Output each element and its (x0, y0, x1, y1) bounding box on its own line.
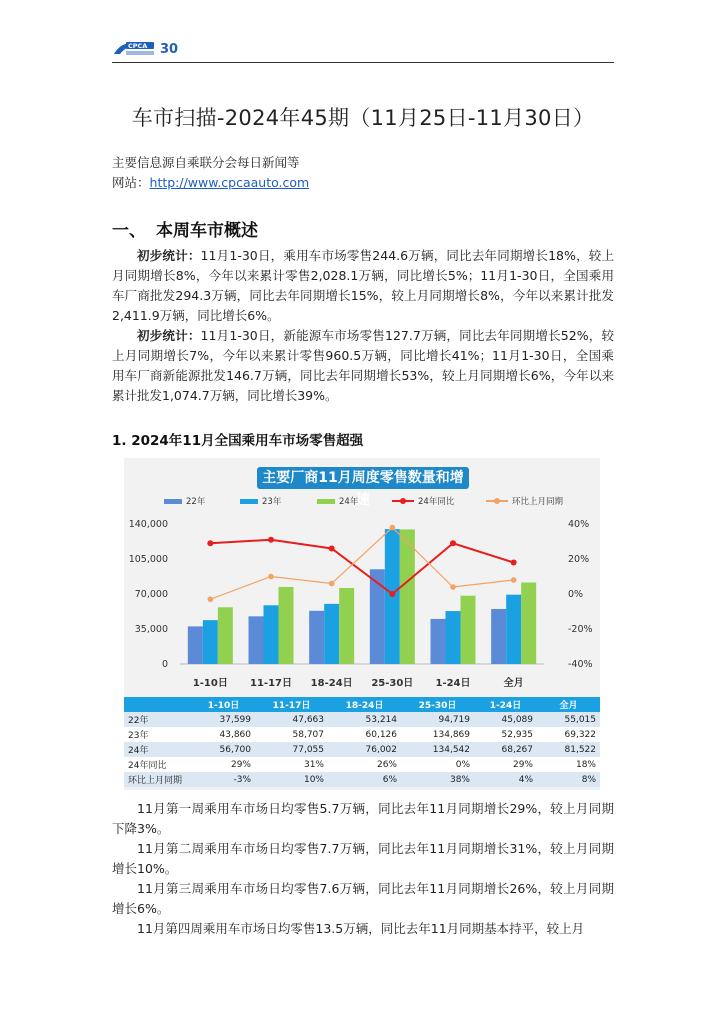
table-cell: 10% (255, 772, 328, 787)
point-环比上月同期 (208, 596, 214, 602)
website-link[interactable]: http://www.cpcaauto.com (149, 175, 310, 190)
point-环比上月同期 (450, 584, 456, 590)
document-title: 车市扫描-2024年45期（11月25日-11月30日） (131, 106, 595, 130)
table-header-cell (124, 697, 192, 712)
paragraph-nev (112, 326, 614, 406)
table-cell: 47,663 (255, 712, 328, 727)
table-row-label: 23年 (124, 727, 192, 742)
week3-paragraph: 11月第三周乘用车市场日均零售7.6万辆，同比去年11月同期增长26%，较上月同期增长6%。 (112, 881, 614, 916)
legend-mom-label: 环比上月同期 (512, 497, 564, 507)
website-label: 网站： (112, 175, 150, 190)
bar-23年 (203, 620, 218, 664)
x-tick-label: 18-24日 (310, 678, 353, 689)
table-cell: 52,935 (474, 727, 537, 742)
table-cell: 60,126 (328, 727, 401, 742)
week4-paragraph: 11月第四周乘用车市场日均零售13.5万辆，同比去年11月同期基本持平，较上月 (137, 921, 585, 936)
table-cell: 0% (401, 757, 474, 772)
table-cell: 81,522 (537, 742, 600, 757)
chart-data-table (124, 697, 600, 787)
table-cell: 29% (192, 757, 255, 772)
chart-plot (124, 458, 600, 697)
table-row (124, 772, 600, 787)
table-cell: 134,542 (401, 742, 474, 757)
x-tick-label: 25-30日 (371, 678, 414, 689)
point-24年同比 (207, 540, 213, 546)
section-heading (112, 216, 258, 241)
y2-tick-label: 0% (568, 589, 584, 600)
y-tick-label: 140,000 (128, 519, 168, 530)
point-环比上月同期 (268, 574, 274, 580)
bar-22年 (491, 609, 506, 664)
table-header-cell: 25-30日 (401, 697, 474, 712)
table-row-label: 24年 (124, 742, 192, 757)
table-cell: 53,214 (328, 712, 401, 727)
bar-22年 (188, 626, 203, 664)
table-header-cell: 1-24日 (474, 697, 537, 712)
y2-tick-label: -40% (568, 659, 593, 670)
table-cell: 76,002 (328, 742, 401, 757)
chart-title: 主要厂商11月周度零售数量和增速 (257, 467, 469, 489)
bar-23年 (324, 604, 339, 664)
bar-22年 (249, 616, 264, 664)
table-cell: 4% (474, 772, 537, 787)
y2-tick-label: -20% (568, 624, 593, 635)
y-tick-label: 70,000 (134, 589, 168, 600)
table-cell: 56,700 (192, 742, 255, 757)
bar-23年 (446, 611, 461, 664)
table-header-cell: 全月 (537, 697, 600, 712)
section-title: 本周车市概述 (156, 221, 258, 241)
point-环比上月同期 (390, 525, 396, 531)
point-24年同比 (268, 537, 274, 543)
table-cell: 43,860 (192, 727, 255, 742)
table-cell: 45,089 (474, 712, 537, 727)
y-tick-label: 0 (161, 659, 168, 670)
table-header-row (124, 697, 600, 712)
x-tick-label: 1-24日 (435, 678, 471, 689)
subsection-heading: 1. 2024年11月全国乘用车市场零售超强 (112, 433, 364, 449)
table-row (124, 712, 600, 727)
table-cell: 8% (537, 772, 600, 787)
bar-24年 (218, 607, 233, 664)
source-line: 主要信息源自乘联分会每日新闻等 (112, 155, 300, 170)
legend-24-label: 24年 (339, 497, 359, 507)
table-row (124, 742, 600, 757)
table-cell: 77,055 (255, 742, 328, 757)
table-row-label: 环比上月同期 (124, 772, 192, 787)
table-cell: 68,267 (474, 742, 537, 757)
table-cell: 18% (537, 757, 600, 772)
table-cell: 37,599 (192, 712, 255, 727)
legend-yoy-label: 24年同比 (418, 497, 455, 507)
table-row (124, 757, 600, 772)
week2-paragraph: 11月第二周乘用车市场日均零售7.7万辆，同比去年11月同期增长31%，较上月同期增长10%。 (112, 841, 614, 876)
table-header-cell: 11-17日 (255, 697, 328, 712)
para1-text: 11月1-30日，乘用车市场零售244.6万辆，同比去年同期增长18%，较上月同期增长8%，今年以来累计零售2,028.1万辆，同比增长5%；11月1-30日，全国乘用车厂商批发294.3万辆，同比去年同期增长15%，较上月同期增长8%，今年以来累计批发2,411.9万辆，同比增长6%。 (112, 248, 614, 323)
line-24年同比 (210, 540, 513, 594)
x-tick-label: 全月 (503, 678, 524, 689)
table-header-cell: 1-10日 (192, 697, 255, 712)
bar-22年 (309, 611, 324, 664)
para2-lead: 初步统计： (137, 328, 201, 343)
y-tick-label: 105,000 (128, 554, 168, 565)
table-cell: -3% (192, 772, 255, 787)
table-header-cell: 18-24日 (328, 697, 401, 712)
website-line (112, 173, 309, 191)
table-cell: 134,869 (401, 727, 474, 742)
bar-24年 (400, 529, 415, 664)
table-cell: 38% (401, 772, 474, 787)
logo-anniversary: 30 (160, 42, 179, 57)
paragraph-retail (112, 246, 614, 326)
bar-23年 (506, 595, 521, 664)
para1-lead: 初步统计： (137, 248, 201, 263)
legend-22-label: 22年 (186, 497, 206, 507)
table-cell: 6% (328, 772, 401, 787)
table-cell: 31% (255, 757, 328, 772)
y2-tick-label: 20% (568, 554, 590, 565)
header-rule (112, 62, 614, 63)
legend-23-label: 23年 (262, 497, 282, 507)
section-number: 一、 (112, 221, 146, 241)
table-row-label: 24年同比 (124, 757, 192, 772)
point-24年同比 (511, 560, 517, 566)
bar-22年 (431, 619, 446, 664)
x-tick-label: 1-10日 (192, 678, 228, 689)
table-cell: 58,707 (255, 727, 328, 742)
table-row-label: 22年 (124, 712, 192, 727)
point-环比上月同期 (511, 577, 517, 583)
point-环比上月同期 (329, 581, 335, 587)
y2-tick-label: 40% (568, 519, 590, 530)
logo-brand: CPCA (128, 42, 148, 50)
week1-paragraph: 11月第一周乘用车市场日均零售5.7万辆，同比去年11月同期增长29%，较上月同期下降3%。 (112, 801, 614, 836)
point-24年同比 (450, 540, 456, 546)
table-cell: 55,015 (537, 712, 600, 727)
point-24年同比 (329, 546, 335, 552)
cpca-logo (112, 38, 192, 60)
line-环比上月同期 (210, 528, 513, 600)
bar-24年 (339, 588, 354, 664)
table-cell: 29% (474, 757, 537, 772)
x-tick-label: 11-17日 (250, 678, 292, 689)
bar-24年 (521, 582, 536, 664)
bar-24年 (461, 596, 476, 664)
bar-23年 (264, 605, 279, 664)
bar-24年 (279, 587, 294, 664)
para2-text: 11月1-30日，新能源车市场零售127.7万辆，同比去年同期增长52%，较上月同期增长7%，今年以来累计零售960.5万辆，同比增长41%；11月1-30日，全国乘用车厂商新能源批发146.7万辆，同比去年同期增长53%，较上月同期增长6%，今年以来累计批发1,074.7万辆，同比增长39%。 (112, 328, 614, 403)
table-row (124, 727, 600, 742)
point-24年同比 (389, 591, 395, 597)
table-cell: 94,719 (401, 712, 474, 727)
weekly-retail-chart (124, 458, 600, 790)
table-cell: 26% (328, 757, 401, 772)
table-cell: 69,322 (537, 727, 600, 742)
y-tick-label: 35,000 (134, 624, 168, 635)
